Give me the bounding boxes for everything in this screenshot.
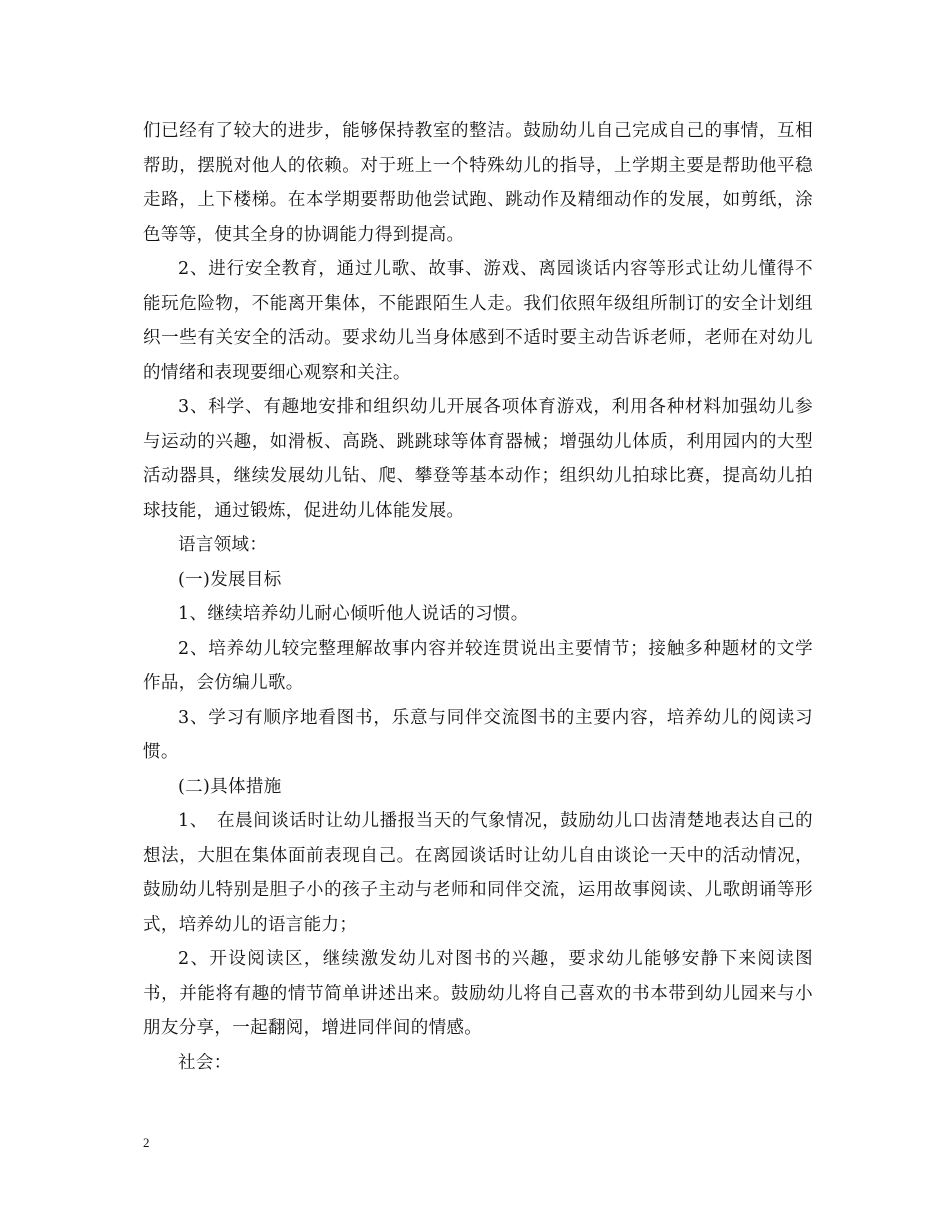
paragraph-physical-games: 3、科学、有趣地安排和组织幼儿开展各项体育游戏，利用各种材料加强幼儿参与运动的兴趣，如滑板、高跷、跳跳球等体育器械；增强幼儿体质，利用园内的大型活动器具，继续发展幼儿钻、爬、攀登等基本动作；组织幼儿拍球比赛，提高幼儿拍球技能，通过锻炼，促进幼儿体能发展。 [143, 397, 813, 521]
paragraph-goal-3: 3、学习有顺序地看图书，乐意与同伴交流图书的主要内容，培养幼儿的阅读习惯。 [143, 707, 813, 762]
section-heading-social: 社会： [178, 1052, 232, 1073]
subheading-measures: (二)具体措施 [178, 776, 282, 797]
subheading-goals: (一)发展目标 [178, 569, 282, 590]
paragraph-goal-2: 2、培养幼儿较完整理解故事内容并较连贯说出主要情节；接触多种题材的文学作品，会仿编儿歌。 [143, 638, 813, 693]
paragraph-measure-1: 1、 在晨间谈话时让幼儿播报当天的气象情况，鼓励幼儿口齿清楚地表达自己的想法，大胆在集体面前表现自己。在离园谈话时让幼儿自由谈论一天中的活动情况，鼓励幼儿特别是胆子小的孩子主动与老师和同伴交流，运用故事阅读、儿歌朗诵等形式，培养幼儿的语言能力； [143, 811, 813, 935]
paragraph-measure-2: 2、开设阅读区，继续激发幼儿对图书的兴趣，要求幼儿能够安静下来阅读图书，并能将有趣的情节简单讲述出来。鼓励幼儿将自己喜欢的书本带到幼儿园来与小朋友分享，一起翻阅，增进同伴间的情感。 [143, 949, 813, 1038]
paragraph-continued: 们已经有了较大的进步，能够保持教室的整洁。鼓励幼儿自己完成自己的事情，互相帮助，摆脱对他人的依赖。对于班上一个特殊幼儿的指导，上学期主要是帮助他平稳走路，上下楼梯。在本学期要帮助他尝试跑、跳动作及精细动作的发展，如剪纸，涂色等等，使其全身的协调能力得到提高。 [143, 121, 813, 245]
paragraph-safety-education: 2、进行安全教育，通过儿歌、故事、游戏、离园谈话内容等形式让幼儿懂得不能玩危险物，不能离开集体，不能跟陌生人走。我们依照年级组所制订的安全计划组织一些有关安全的活动。要求幼儿当身体感到不适时要主动告诉老师，老师在对幼儿的情绪和表现要细心观察和关注。 [143, 259, 813, 383]
paragraph-goal-1: 1、继续培养幼儿耐心倾听他人说话的习惯。 [178, 604, 529, 624]
page-number: 2 [143, 1135, 150, 1150]
document-body [143, 114, 813, 1080]
section-heading-language: 语言领域： [178, 535, 268, 555]
